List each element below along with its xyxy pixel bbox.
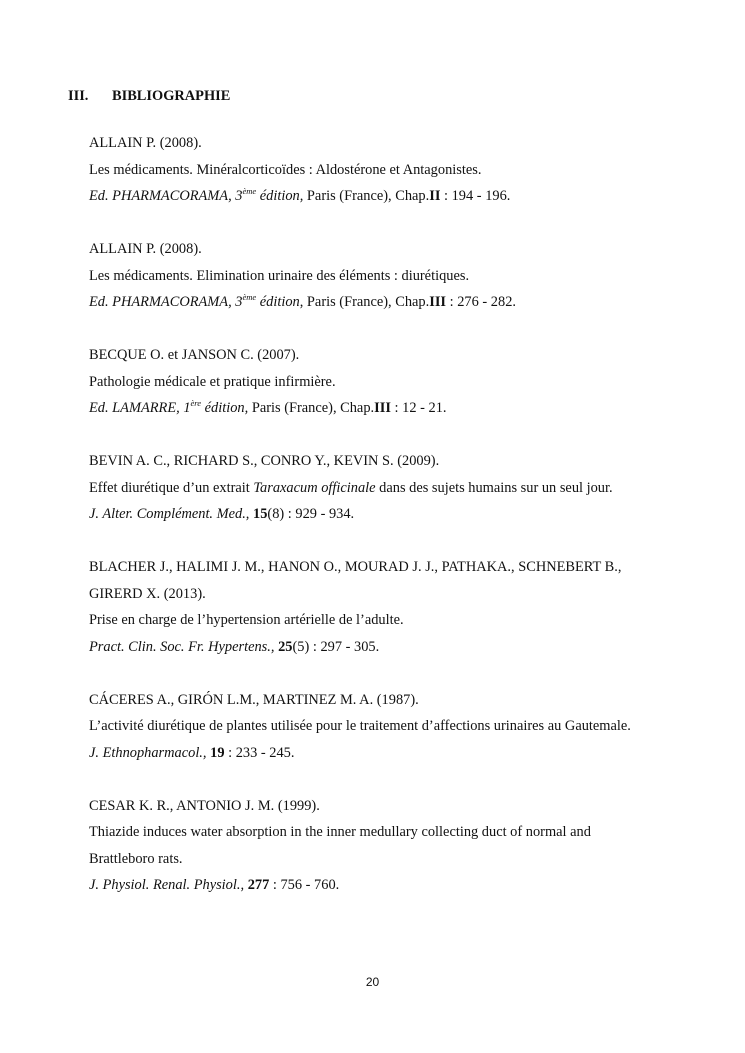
- reference-authors-continued: GIRERD X. (2013).: [89, 585, 206, 602]
- page-number: 20: [365, 975, 380, 989]
- reference-authors: BEVIN A. C., RICHARD S., CONRO Y., KEVIN S. (2009).: [89, 453, 440, 469]
- reference-title: Effet diurétique d’un extrait Taraxacum officinale dans des sujets humains sur un seul jour.: [89, 479, 613, 496]
- reference-entry: [89, 554, 685, 660]
- reference-title: Les médicaments. Elimination urinaire des éléments : diurétiques.: [89, 267, 470, 284]
- reference-source: Ed. LAMARRE, 1ère édition, Paris (France), Chap.III : 12 - 21.: [89, 398, 447, 416]
- reference-authors: CÁCERES A., GIRÓN L.M., MARTINEZ M. A. (1987).: [89, 691, 419, 708]
- reference-entry: [89, 448, 685, 528]
- section-heading: [68, 88, 230, 105]
- reference-source: J. Physiol. Renal. Physiol., 277 : 756 - 760.: [89, 877, 340, 893]
- reference-authors: BECQUE O. et JANSON C. (2007).: [89, 347, 300, 363]
- reference-entry: [89, 342, 685, 422]
- reference-source: Pract. Clin. Soc. Fr. Hypertens., 25(5) : 297 - 305.: [89, 638, 380, 655]
- reference-authors: ALLAIN P. (2008).: [89, 241, 202, 257]
- reference-list: [89, 130, 685, 925]
- reference-title-continued: Brattleboro rats.: [89, 850, 183, 867]
- section-number: III.: [68, 88, 89, 104]
- reference-entry: [89, 236, 685, 316]
- reference-source: J. Alter. Complément. Med., 15(8) : 929 - 934.: [89, 506, 355, 522]
- reference-entry: [89, 687, 685, 767]
- reference-source: Ed. PHARMACORAMA, 3ème édition, Paris (France), Chap.III : 276 - 282.: [89, 292, 516, 310]
- reference-authors: ALLAIN P. (2008).: [89, 135, 202, 151]
- reference-entry: [89, 130, 685, 210]
- reference-title: Thiazide induces water absorption in the inner medullary collecting duct of normal and: [89, 824, 591, 840]
- reference-title: Pathologie médicale et pratique infirmière.: [89, 373, 336, 390]
- reference-title: Prise en charge de l’hypertension artérielle de l’adulte.: [89, 612, 404, 628]
- section-title: BIBLIOGRAPHIE: [112, 88, 231, 104]
- reference-source: Ed. PHARMACORAMA, 3ème édition, Paris (France), Chap.II : 194 - 196.: [89, 186, 511, 204]
- reference-source: J. Ethnopharmacol., 19 : 233 - 245.: [89, 744, 295, 761]
- reference-entry: [89, 793, 685, 899]
- reference-title: Les médicaments. Minéralcorticoïdes : Aldostérone et Antagonistes.: [89, 161, 482, 178]
- reference-title: L’activité diurétique de plantes utilisée pour le traitement d’affections urinaires au Gautemale.: [89, 718, 631, 734]
- reference-authors: BLACHER J., HALIMI J. M., HANON O., MOURAD J. J., PATHAKA., SCHNEBERT B.,: [89, 559, 622, 575]
- reference-authors: CESAR K. R., ANTONIO J. M. (1999).: [89, 797, 320, 814]
